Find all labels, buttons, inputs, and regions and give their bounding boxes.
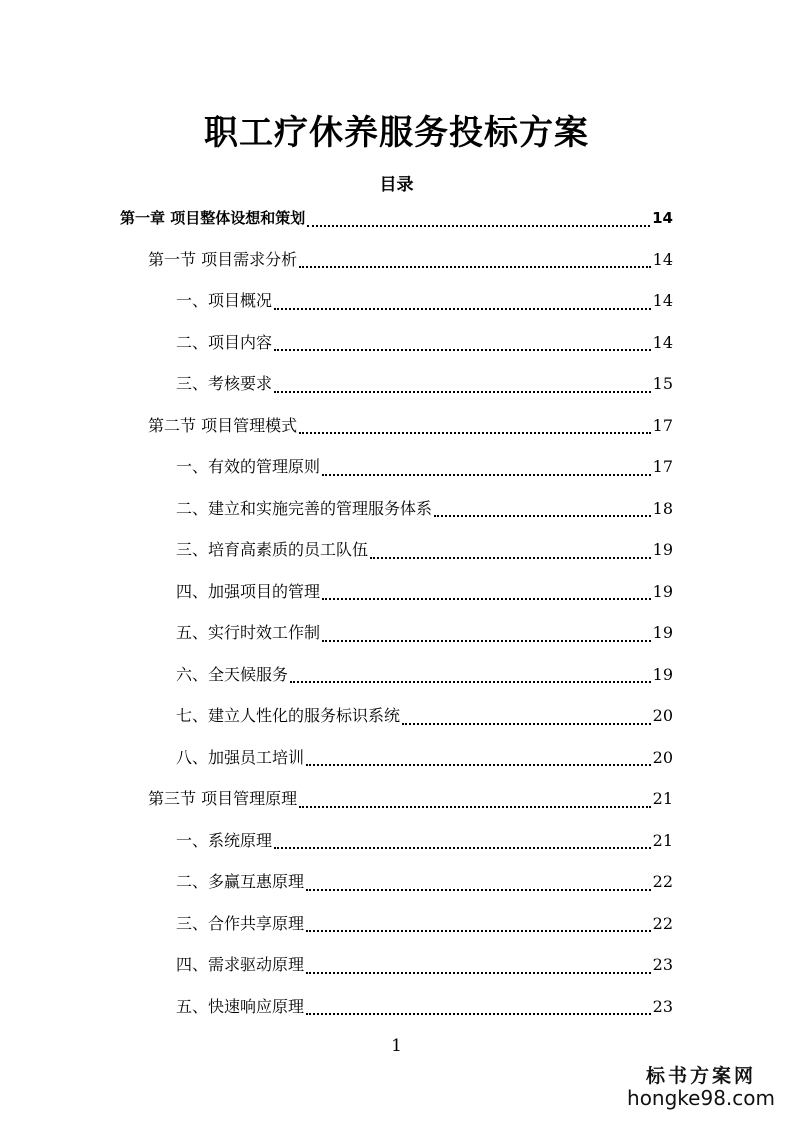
toc-entry-page: 22 xyxy=(652,872,673,891)
toc-entry-page: 19 xyxy=(652,581,673,601)
toc-entry-item[interactable] xyxy=(176,578,673,606)
toc-entry-item[interactable] xyxy=(176,868,673,896)
toc-entry-item[interactable] xyxy=(176,702,673,730)
toc-leader-dots xyxy=(306,971,651,974)
toc-leader-dots xyxy=(402,722,651,725)
toc-entry-label: 二、项目内容 xyxy=(176,332,273,352)
toc-entry-label: 三、合作共享原理 xyxy=(176,913,305,933)
toc-leader-dots xyxy=(274,390,651,393)
toc-entry-section[interactable] xyxy=(148,785,673,813)
page-title: 职工疗休养服务投标方案 xyxy=(204,113,589,153)
toc-entry-item[interactable] xyxy=(176,951,673,979)
toc-leader-dots xyxy=(274,348,651,351)
toc-entry-page: 21 xyxy=(652,830,673,850)
toc-entry-label: 第三节 项目管理原理 xyxy=(148,789,298,808)
toc-entry-item[interactable] xyxy=(176,329,673,357)
toc-entry-label: 三、培育高素质的员工队伍 xyxy=(176,540,369,559)
toc-entry-page: 23 xyxy=(652,996,673,1016)
toc-entry-page: 17 xyxy=(652,457,673,476)
toc-entry-label: 第一节 项目需求分析 xyxy=(148,249,298,269)
toc-leader-dots xyxy=(322,639,651,642)
toc-leader-dots xyxy=(370,556,651,559)
toc-leader-dots xyxy=(306,929,651,932)
toc-entry-page: 19 xyxy=(652,623,673,642)
toc-entry-page: 15 xyxy=(652,374,673,393)
toc-entry-label: 一、系统原理 xyxy=(176,830,273,850)
toc-entry-label: 七、建立人性化的服务标识系统 xyxy=(176,706,401,725)
toc-entry-label: 三、考核要求 xyxy=(176,374,273,393)
toc-leader-dots xyxy=(299,431,651,434)
toc-entry-page: 17 xyxy=(652,415,673,435)
toc-entry-label: 第一章 项目整体设想和策划 xyxy=(120,209,306,227)
toc-entry-page: 14 xyxy=(652,332,673,352)
toc-leader-dots xyxy=(307,224,650,227)
toc-entry-item[interactable] xyxy=(176,536,673,564)
toc-leader-dots xyxy=(299,805,651,808)
toc-entry-label: 八、加强员工培训 xyxy=(176,747,305,767)
toc-leader-dots xyxy=(322,597,651,600)
toc-entry-page: 14 xyxy=(652,249,673,269)
toc-entry-item[interactable] xyxy=(176,495,673,523)
toc-entry-label: 一、项目概况 xyxy=(176,291,273,310)
toc-entry-item[interactable] xyxy=(176,287,673,315)
toc-entry-label: 二、建立和实施完善的管理服务体系 xyxy=(176,498,433,518)
toc-entry-label: 五、实行时效工作制 xyxy=(176,623,321,642)
toc-entry-label: 四、需求驱动原理 xyxy=(176,955,305,974)
toc-leader-dots xyxy=(306,763,651,766)
toc-entry-label: 第二节 项目管理模式 xyxy=(148,415,298,435)
watermark-name: 标书方案网 xyxy=(646,1065,757,1087)
toc-heading: 目录 xyxy=(379,175,414,195)
toc-entry-page: 18 xyxy=(652,498,673,518)
toc-entry-label: 一、有效的管理原则 xyxy=(176,457,321,476)
toc-entry-page: 14 xyxy=(652,291,673,310)
toc-leader-dots xyxy=(274,307,651,310)
toc-entry-item[interactable] xyxy=(176,993,673,1021)
toc-leader-dots xyxy=(306,888,651,891)
toc-entry-label: 二、多赢互惠原理 xyxy=(176,872,305,891)
toc-entry-page: 23 xyxy=(652,955,673,974)
toc-entry-page: 19 xyxy=(652,540,673,559)
toc-leader-dots xyxy=(306,1012,651,1015)
toc-entry-chapter[interactable] xyxy=(120,204,673,232)
toc-entry-item[interactable] xyxy=(176,910,673,938)
toc-entry-item[interactable] xyxy=(176,453,673,481)
toc-entry-label: 四、加强项目的管理 xyxy=(176,581,321,601)
toc-entry-item[interactable] xyxy=(176,370,673,398)
toc-leader-dots xyxy=(274,846,651,849)
toc-entry-page: 21 xyxy=(652,789,673,808)
toc-entry-section[interactable] xyxy=(148,246,673,274)
toc-entry-label: 五、快速响应原理 xyxy=(176,996,305,1016)
toc-entry-section[interactable] xyxy=(148,412,673,440)
toc-leader-dots xyxy=(290,680,651,683)
toc-entry-page: 14 xyxy=(652,209,673,227)
toc-leader-dots xyxy=(434,514,651,517)
toc-entry-page: 22 xyxy=(652,913,673,933)
toc-leader-dots xyxy=(299,265,651,268)
toc-entry-label: 六、全天候服务 xyxy=(176,664,289,684)
toc-entry-page: 20 xyxy=(652,747,673,767)
page-number: 1 xyxy=(391,1036,402,1056)
toc-entry-item[interactable] xyxy=(176,827,673,855)
watermark-url: hongke98.com xyxy=(627,1086,775,1110)
toc-entry-item[interactable] xyxy=(176,619,673,647)
watermark xyxy=(627,1061,775,1110)
toc-entry-item[interactable] xyxy=(176,744,673,772)
toc-entry-page: 19 xyxy=(652,664,673,684)
toc-leader-dots xyxy=(322,473,651,476)
toc-entry-item[interactable] xyxy=(176,661,673,689)
toc-entry-page: 20 xyxy=(652,706,673,725)
